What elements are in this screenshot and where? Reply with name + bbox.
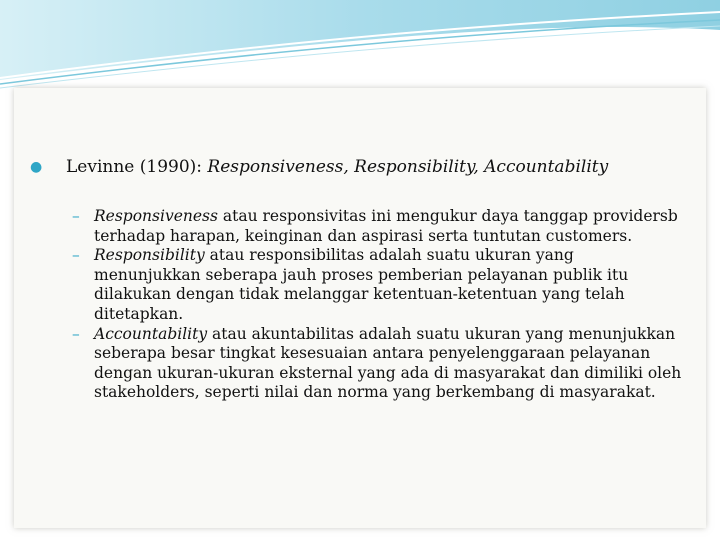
main-bullet <box>30 156 670 178</box>
sub-item-accountability <box>72 325 684 403</box>
sub-item-responsiveness <box>72 207 684 246</box>
sub-item-text: atau responsibilitas adalah suatu ukuran yang menunjukkan seberapa jauh proses pemberian pelayanan publik itu dilakukan dengan tidak melanggar ketentuan-ketentuan yang telah ditetapkan. <box>94 246 629 323</box>
bullet-dot-icon: ● <box>30 159 43 175</box>
sub-item-text: atau akuntabilitas adalah suatu ukuran yang menunjukkan seberapa besar tingkat kesesuaian antara penyelenggaraan pelayanan dengan ukuran-ukuran eksternal yang ada di masyarakat dan dimiliki oleh stakeholders, seperti nilai dan norma yang berkembang di masyarakat. <box>94 324 682 402</box>
sub-item-responsibility <box>72 246 684 324</box>
dash-icon: – <box>72 246 80 265</box>
sub-item-text: atau responsivitas ini mengukur daya tanggap providersb terhadap harapan, keinginan dan aspirasi serta tuntutan customers. <box>94 207 678 245</box>
header-wave-decoration <box>0 0 720 90</box>
sub-item-term: Responsiveness <box>94 207 218 225</box>
dash-icon: – <box>72 324 80 343</box>
main-bullet-terms: Responsiveness, Responsibility, Accountability <box>207 157 609 177</box>
main-bullet-author: Levinne (1990): <box>66 157 208 177</box>
sub-bullet-list <box>72 207 684 403</box>
sub-item-term: Accountability <box>94 324 208 343</box>
dash-icon: – <box>72 207 80 225</box>
sub-item-term: Responsibility <box>94 246 205 265</box>
